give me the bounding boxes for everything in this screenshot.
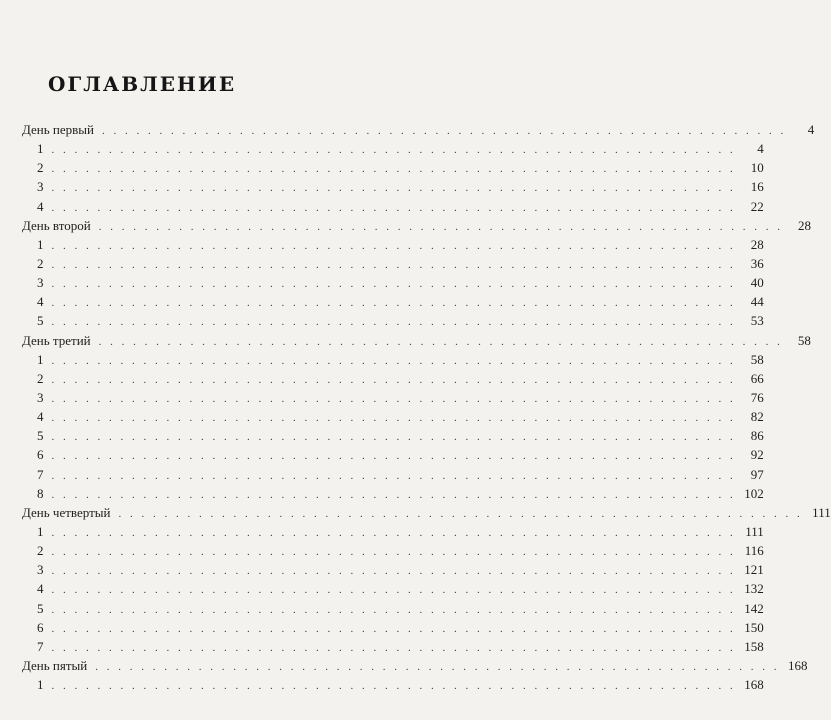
toc-label: 4 [37,198,44,214]
toc-day-heading [22,331,811,350]
dot-leader: . . . . . . . . . . . . . . . . . . . . . . . . . . . . . . . . . . . . . . . . . . . . . . . . . . . . . . . . . . . . [51,450,736,463]
toc-page-number: 10 [750,160,764,176]
toc-entry [22,235,764,254]
toc-page-number: 40 [750,275,764,291]
toc-page-number: 86 [750,428,764,444]
toc-page-number: 150 [744,619,764,635]
dot-leader: . . . . . . . . . . . . . . . . . . . . . . . . . . . . . . . . . . . . . . . . . . . . . . . . . . . . . . . . . . . . [51,622,736,635]
toc-label: 1 [37,351,44,367]
dot-leader: . . . . . . . . . . . . . . . . . . . . . . . . . . . . . . . . . . . . . . . . . . . . . . . . . . . . . . . . . . . . [51,488,736,501]
toc-label: 2 [37,255,44,271]
toc-page-number: 168 [788,657,808,673]
toc-page-number: 58 [797,332,811,348]
toc-label: 5 [37,428,44,444]
toc-entry [22,465,764,484]
dot-leader: . . . . . . . . . . . . . . . . . . . . . . . . . . . . . . . . . . . . . . . . . . . . . . . . . . . . . . . . . . . . [51,412,736,425]
toc-entry [22,292,764,311]
dot-leader: . . . . . . . . . . . . . . . . . . . . . . . . . . . . . . . . . . . . . . . . . . . . . . . . . . . . . . . . . . . . [51,144,736,157]
toc-page-number: 58 [750,351,764,367]
toc-label: 2 [37,160,44,176]
toc-page-number: 16 [750,179,764,195]
toc-entry [22,445,764,464]
toc-entry [22,541,764,560]
toc-label: 3 [37,275,44,291]
toc-entry [22,197,764,216]
table-of-contents [22,120,831,694]
toc-page-number: 76 [750,389,764,405]
toc-label: 7 [37,638,44,654]
toc-label: 3 [37,562,44,578]
toc-label: 4 [37,581,44,597]
toc-entry [22,311,764,330]
toc-entry [22,158,764,177]
dot-leader: . . . . . . . . . . . . . . . . . . . . . . . . . . . . . . . . . . . . . . . . . . . . . . . . . . . . . . . . . . . . [51,641,736,654]
toc-label: 1 [37,236,44,252]
dot-leader: . . . . . . . . . . . . . . . . . . . . . . . . . . . . . . . . . . . . . . . . . . . . . . . . . . . . . . . . . . . . [51,469,736,482]
toc-entry [22,675,764,694]
toc-entry [22,254,764,273]
toc-label: 5 [37,313,44,329]
toc-label: День второй [22,217,91,233]
dot-leader: . . . . . . . . . . . . . . . . . . . . . . . . . . . . . . . . . . . . . . . . . . . . . . . . . . . . . . . . . . . . [51,526,736,539]
toc-entry [22,350,764,369]
toc-page-number: 44 [750,294,764,310]
toc-entry [22,579,764,598]
toc-page-number: 66 [750,370,764,386]
dot-leader: . . . . . . . . . . . . . . . . . . . . . . . . . . . . . . . . . . . . . . . . . . . . . . . . . . . . . . . . . . . . [51,392,736,405]
toc-page-number: 102 [744,485,764,501]
toc-entry [22,426,764,445]
dot-leader: . . . . . . . . . . . . . . . . . . . . . . . . . . . . . . . . . . . . . . . . . . . . . . . . . . . . . . . . . . . . [51,373,736,386]
toc-label: 3 [37,179,44,195]
toc-page-number: 97 [750,466,764,482]
toc-page-number: 132 [744,581,764,597]
toc-label: День первый [22,122,94,137]
toc-page-number: 92 [750,447,764,463]
toc-entry [22,369,764,388]
toc-entry [22,388,764,407]
toc-label: День четвертый [22,504,111,520]
toc-label: День пятый [22,657,88,673]
toc-label: 6 [37,447,44,463]
dot-leader: . . . . . . . . . . . . . . . . . . . . . . . . . . . . . . . . . . . . . . . . . . . . . . . . . . . . . . . . . . . . [51,278,736,291]
toc-page-number: 53 [750,313,764,329]
dot-leader: . . . . . . . . . . . . . . . . . . . . . . . . . . . . . . . . . . . . . . . . . . . . . . . . . . . . . . . . . . . . [102,125,787,137]
toc-label: 5 [37,600,44,616]
toc-page-number: 168 [744,677,764,693]
toc-entry [22,484,764,503]
toc-label: 6 [37,619,44,635]
toc-entry [22,618,764,637]
toc-page-number: 158 [744,638,764,654]
toc-page-number: 36 [750,255,764,271]
toc-label: 2 [37,370,44,386]
toc-entry [22,177,764,196]
toc-entry [22,407,764,426]
toc-label: 4 [37,294,44,310]
toc-day-heading [22,216,811,235]
dot-leader: . . . . . . . . . . . . . . . . . . . . . . . . . . . . . . . . . . . . . . . . . . . . . . . . . . . . . . . . . . . . [98,220,783,233]
toc-entry [22,560,764,579]
dot-leader: . . . . . . . . . . . . . . . . . . . . . . . . . . . . . . . . . . . . . . . . . . . . . . . . . . . . . . . . . . . . [51,354,736,367]
toc-label: 1 [37,523,44,539]
dot-leader: . . . . . . . . . . . . . . . . . . . . . . . . . . . . . . . . . . . . . . . . . . . . . . . . . . . . . . . . . . . . [51,680,736,693]
page-title: ОГЛАВЛЕНИЕ [48,72,237,96]
dot-leader: . . . . . . . . . . . . . . . . . . . . . . . . . . . . . . . . . . . . . . . . . . . . . . . . . . . . . . . . . . . . [51,584,736,597]
dot-leader: . . . . . . . . . . . . . . . . . . . . . . . . . . . . . . . . . . . . . . . . . . . . . . . . . . . . . . . . . . . . [51,316,736,329]
toc-entry [22,599,764,618]
toc-page-number: 28 [750,236,764,252]
toc-label: 1 [37,677,44,693]
dot-leader: . . . . . . . . . . . . . . . . . . . . . . . . . . . . . . . . . . . . . . . . . . . . . . . . . . . . . . . . . . . . [51,565,736,578]
dot-leader: . . . . . . . . . . . . . . . . . . . . . . . . . . . . . . . . . . . . . . . . . . . . . . . . . . . . . . . . . . . . [98,335,783,348]
toc-entry [22,637,764,656]
toc-entry [22,139,764,158]
toc-label: 7 [37,466,44,482]
toc-page-number: 111 [812,504,831,520]
toc-label: 2 [37,543,44,559]
toc-page-number: 82 [750,409,764,425]
dot-leader: . . . . . . . . . . . . . . . . . . . . . . . . . . . . . . . . . . . . . . . . . . . . . . . . . . . . . . . . . . . . [51,603,736,616]
toc-label: День третий [22,332,91,348]
dot-leader: . . . . . . . . . . . . . . . . . . . . . . . . . . . . . . . . . . . . . . . . . . . . . . . . . . . . . . . . . . . . [51,239,736,252]
dot-leader: . . . . . . . . . . . . . . . . . . . . . . . . . . . . . . . . . . . . . . . . . . . . . . . . . . . . . . . . . . . . [95,660,780,673]
toc-page-number: 116 [744,543,764,559]
toc-label: 4 [37,409,44,425]
toc-entry [22,273,764,292]
dot-leader: . . . . . . . . . . . . . . . . . . . . . . . . . . . . . . . . . . . . . . . . . . . . . . . . . . . . . . . . . . . . [51,258,736,271]
toc-day-heading [22,503,831,522]
dot-leader: . . . . . . . . . . . . . . . . . . . . . . . . . . . . . . . . . . . . . . . . . . . . . . . . . . . . . . . . . . . . [51,431,736,444]
dot-leader: . . . . . . . . . . . . . . . . . . . . . . . . . . . . . . . . . . . . . . . . . . . . . . . . . . . . . . . . . . . . [51,546,736,559]
toc-page-number: 121 [744,562,764,578]
dot-leader: . . . . . . . . . . . . . . . . . . . . . . . . . . . . . . . . . . . . . . . . . . . . . . . . . . . . . . . . . . . . [51,201,736,214]
toc-page-number: 28 [797,217,811,233]
dot-leader: . . . . . . . . . . . . . . . . . . . . . . . . . . . . . . . . . . . . . . . . . . . . . . . . . . . . . . . . . . . . [118,507,803,520]
toc-page-number: 111 [745,523,764,539]
toc-page-number: 4 [757,141,764,157]
toc-label: 1 [37,141,44,157]
toc-page-number: 22 [750,198,764,214]
toc-day-heading [22,120,815,139]
toc-label: 8 [37,485,44,501]
toc-page-number: 4 [807,122,815,137]
toc-entry [22,522,764,541]
toc-day-heading [22,656,808,675]
toc-label: 3 [37,389,44,405]
dot-leader: . . . . . . . . . . . . . . . . . . . . . . . . . . . . . . . . . . . . . . . . . . . . . . . . . . . . . . . . . . . . [51,163,736,176]
dot-leader: . . . . . . . . . . . . . . . . . . . . . . . . . . . . . . . . . . . . . . . . . . . . . . . . . . . . . . . . . . . . [51,297,736,310]
dot-leader: . . . . . . . . . . . . . . . . . . . . . . . . . . . . . . . . . . . . . . . . . . . . . . . . . . . . . . . . . . . . [51,182,736,195]
toc-page-number: 142 [744,600,764,616]
